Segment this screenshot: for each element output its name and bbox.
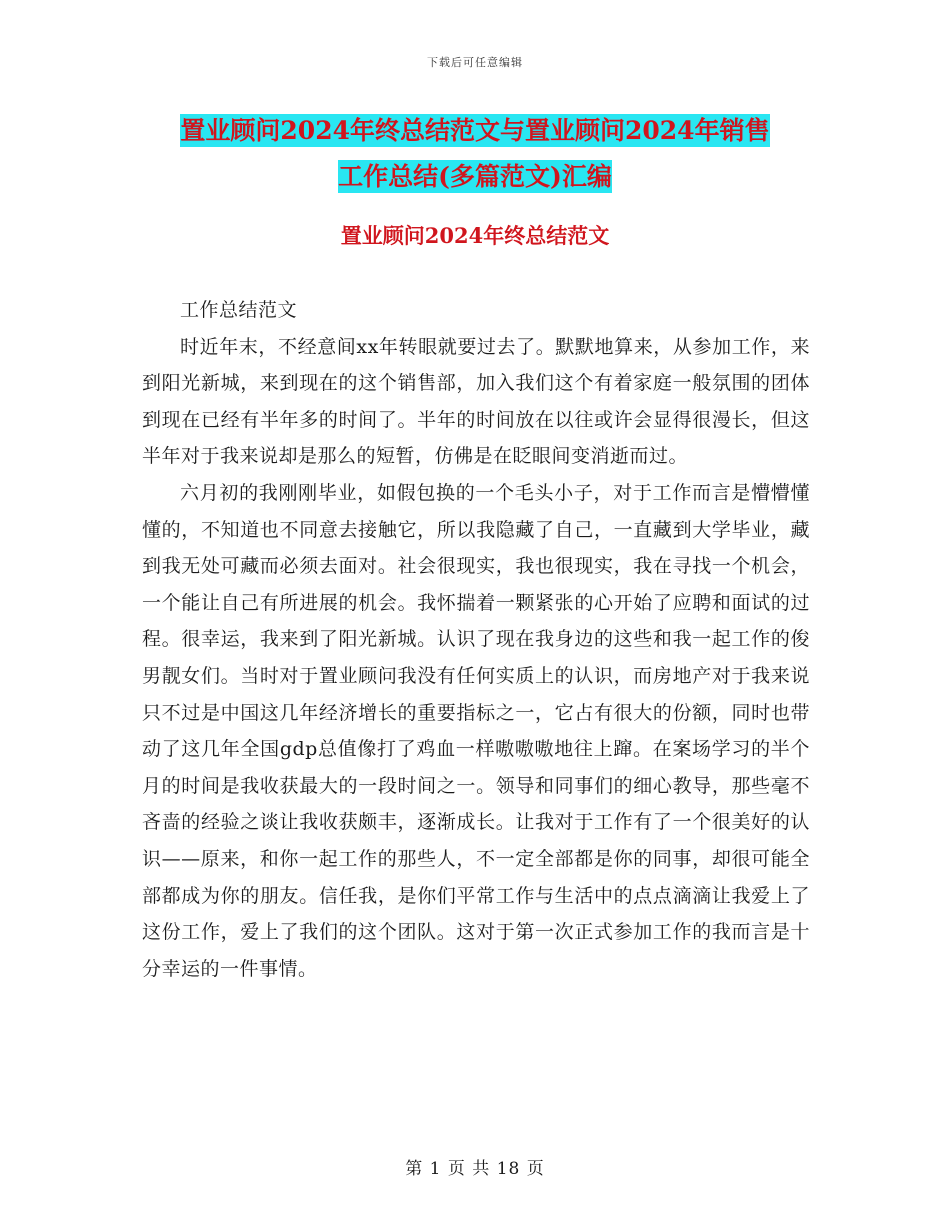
section-title: 置业顾问2024年终总结范文 xyxy=(340,223,610,248)
body-text xyxy=(142,292,810,987)
page-footer: 第 1 页 共 18 页 xyxy=(405,1159,545,1179)
paragraph-3: 六月初的我刚刚毕业，如假包换的一个毛头小子，对于工作而言是懵懵懂懂的，不知道也不同意去接触它，所以我隐藏了自己，一直藏到大学毕业，藏到我无处可藏而必须去面对。社会很现实，我也很现实，我在寻找一个机会，一个能让自己有所进展的机会。我怀揣着一颗紧张的心开始了应聘和面试的过程。很幸运，我来到了阳光新城。认识了现在我身边的这些和我一起工作的俊男靓女们。当时对于置业顾问我没有任何实质上的认识，而房地产对于我来说只不过是中国这几年经济增长的重要指标之一，它占有很大的份额，同时也带动了这几年全国gdp总值像打了鸡血一样嗷嗷嗷地往上蹿。在案场学习的半个月的时间是我收获最大的一段时间之一。领导和同事们的细心教导，那些毫不吝啬的经验之谈让我收获颇丰，逐渐成长。让我对于工作有了一个很美好的认识——原来，和你一起工作的那些人，不一定全部都是你的同事，却很可能全部都成为你的朋友。信任我，是你们平常工作与生活中的点点滴滴让我爱上了这份工作，爱上了我们的这个团队。这对于第一次正式参加工作的我而言是十分幸运的一件事情。 xyxy=(142,481,810,980)
paragraph-2: 时近年末，不经意间xx年转眼就要过去了。默默地算来，从参加工作，来到阳光新城，来到现在的这个销售部，加入我们这个有着家庭一般氛围的团体到现在已经有半年多的时间了。半年的时间放在以往或许会显得很漫长，但这半年对于我来说却是那么的短暂，仿佛是在眨眼间变消逝而过。 xyxy=(142,335,810,468)
document-title xyxy=(140,108,810,200)
paragraph-1: 工作总结范文 xyxy=(180,299,298,321)
title-line-2: 工作总结(多篇范文)汇编 xyxy=(338,162,612,191)
title-line-1: 置业顾问2024年终总结范文与置业顾问2024年销售 xyxy=(180,116,770,145)
header-note: 下载后可任意编辑 xyxy=(427,56,523,69)
